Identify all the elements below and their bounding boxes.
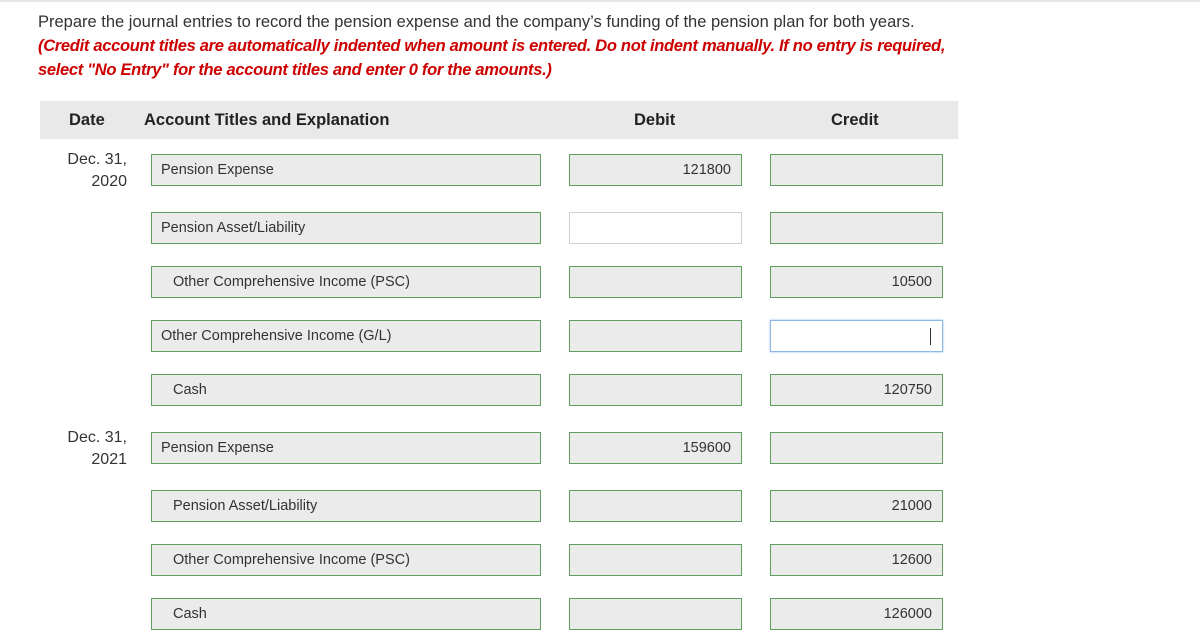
date-line: Dec. 31,	[67, 429, 127, 446]
header-debit: Debit	[634, 111, 676, 129]
debit-input[interactable]	[569, 598, 742, 630]
account-select[interactable]: Other Comprehensive Income (PSC)	[151, 544, 541, 576]
debit-input[interactable]	[569, 490, 742, 522]
credit-input-focused[interactable]	[770, 320, 943, 352]
instructions-text: Prepare the journal entries to record the pension expense and the company’s funding of the pension plan for both years.	[38, 13, 915, 31]
credit-input[interactable]	[770, 154, 943, 186]
date-line: Dec. 31,	[67, 151, 127, 168]
entry-date-2021	[40, 427, 127, 471]
credit-input[interactable]: 10500	[770, 266, 943, 298]
entry-date-2020	[40, 149, 127, 193]
debit-input[interactable]: 159600	[569, 432, 742, 464]
date-year: 2021	[91, 451, 127, 468]
credit-input[interactable]: 21000	[770, 490, 943, 522]
credit-input[interactable]: 12600	[770, 544, 943, 576]
header-credit: Credit	[831, 111, 879, 129]
credit-input[interactable]: 120750	[770, 374, 943, 406]
header-date: Date	[69, 111, 105, 129]
account-select[interactable]: Pension Expense	[151, 154, 541, 186]
debit-input[interactable]	[569, 320, 742, 352]
account-select[interactable]: Cash	[151, 374, 541, 406]
credit-input[interactable]	[770, 212, 943, 244]
header-account: Account Titles and Explanation	[144, 111, 390, 129]
debit-input[interactable]	[569, 212, 742, 244]
account-select[interactable]: Pension Expense	[151, 432, 541, 464]
account-select[interactable]: Pension Asset/Liability	[151, 212, 541, 244]
debit-input[interactable]	[569, 374, 742, 406]
account-select[interactable]: Cash	[151, 598, 541, 630]
instructions	[38, 10, 968, 82]
top-divider	[0, 0, 1200, 2]
debit-input[interactable]: 121800	[569, 154, 742, 186]
table-header	[40, 101, 958, 139]
date-year: 2020	[91, 173, 127, 190]
debit-input[interactable]	[569, 544, 742, 576]
debit-input[interactable]	[569, 266, 742, 298]
account-select[interactable]: Other Comprehensive Income (G/L)	[151, 320, 541, 352]
text-cursor	[930, 328, 931, 345]
credit-input[interactable]: 126000	[770, 598, 943, 630]
account-select[interactable]: Pension Asset/Liability	[151, 490, 541, 522]
credit-input[interactable]	[770, 432, 943, 464]
account-select[interactable]: Other Comprehensive Income (PSC)	[151, 266, 541, 298]
instructions-note: (Credit account titles are automatically indented when amount is entered. Do not indent manually. If no entry is required, select "No Entry" for the account titles and enter 0 for the amounts.)	[38, 37, 946, 79]
